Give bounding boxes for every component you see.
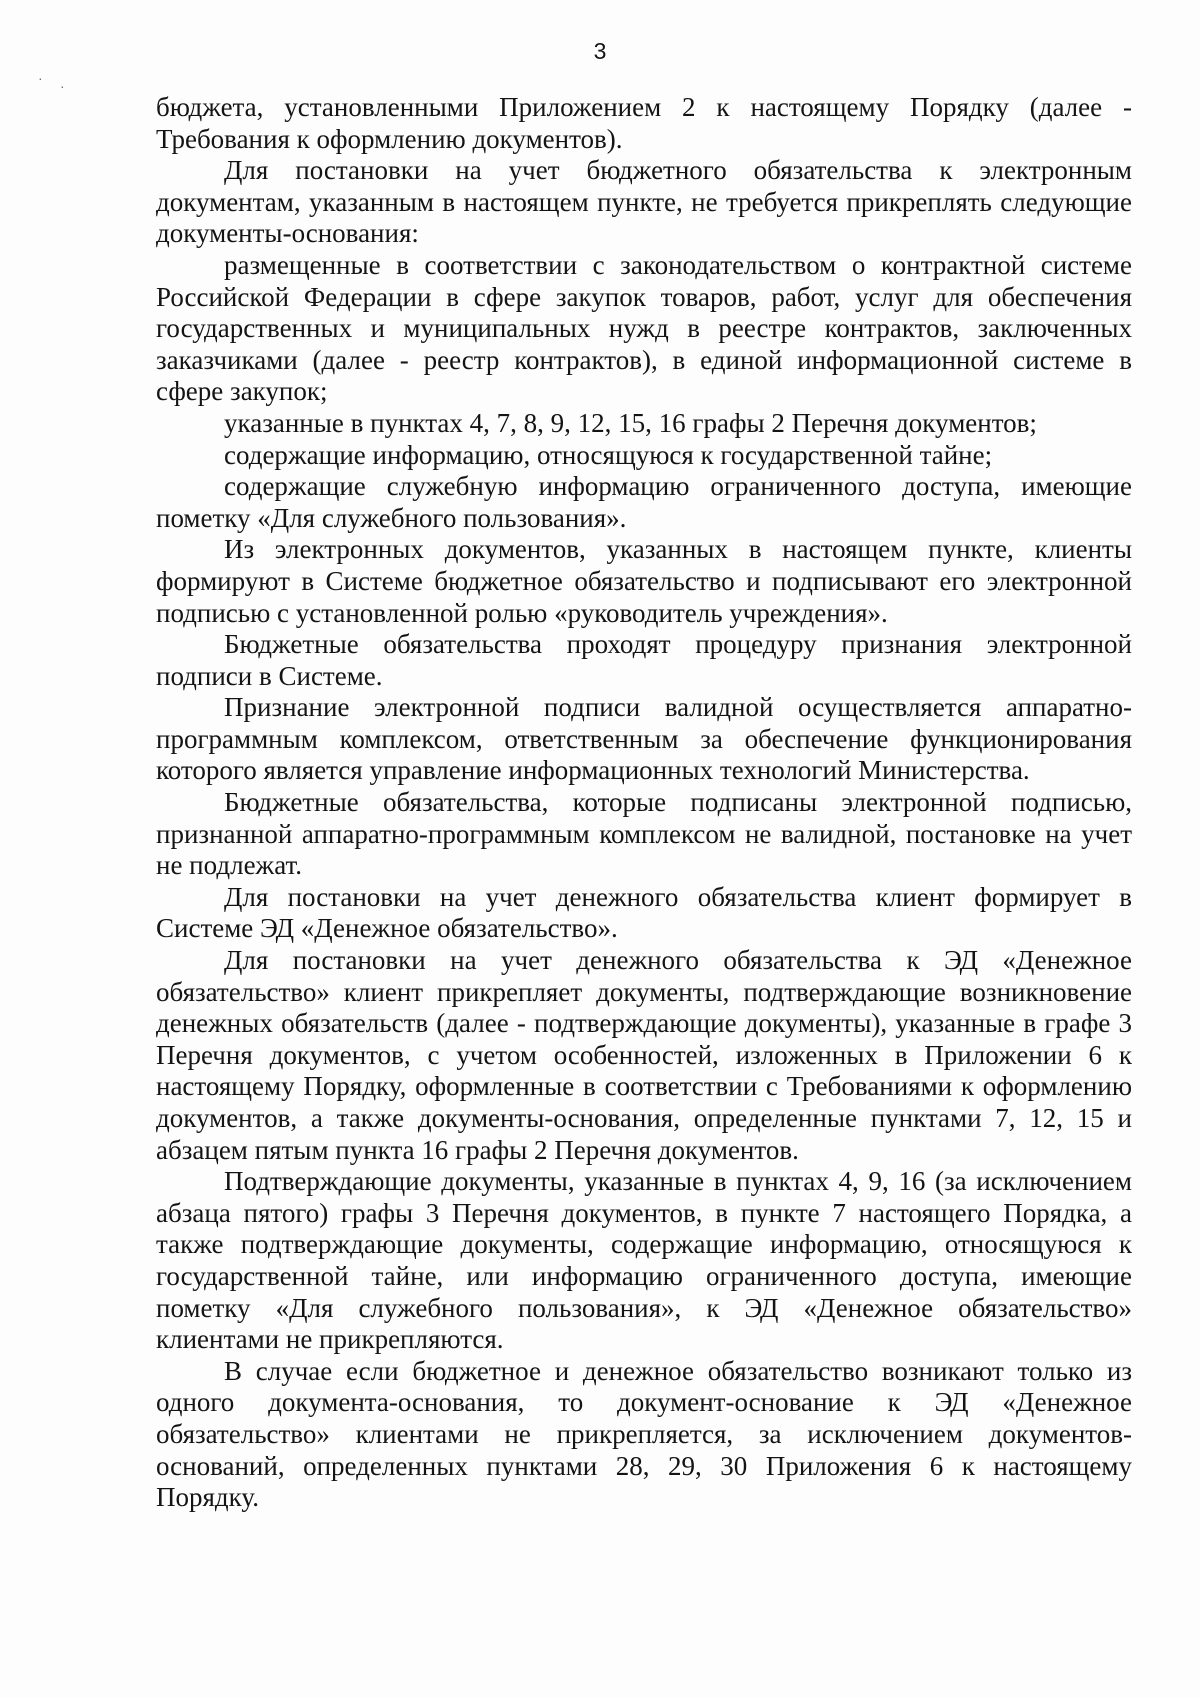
paragraph: Подтверждающие документы, указанные в пунктах 4, 9, 16 (за исключением абзаца пятого) графы 3 Перечня документов, в пункте 7 настоящего Порядка, а также подтверждающие документы, содержащие информацию, относящуюся к государственной тайне, или информацию ограниченного доступа, имеющие пометку «Для служебного пользования», к ЭД «Денежное обязательство» клиентами не прикрепляются. (156, 1166, 1132, 1355)
paragraph: указанные в пунктах 4, 7, 8, 9, 12, 15, 16 графы 2 Перечня документов; (224, 407, 1037, 438)
paragraph: Для постановки на учет бюджетного обязательства к электронным документам, указанным в настоящем пункте, не требуется прикреплять следующие документы-основания: (156, 155, 1132, 249)
paragraph: содержащие служебную информацию ограниченного доступа, имеющие пометку «Для служебного пользования». (156, 471, 1132, 533)
paragraph: Бюджетные обязательства проходят процедуру признания электронной подписи в Системе. (156, 629, 1132, 691)
scan-artifact: · (38, 70, 43, 86)
paragraph: В случае если бюджетное и денежное обязательство возникают только из одного документа-основания, то документ-основание к ЭД «Денежное обязательство» клиентами не прикрепляется, за исключением документов-оснований, определенных пунктами 28, 29, 30 Приложения 6 к настоящему Порядку. (156, 1355, 1132, 1513)
paragraph: Из электронных документов, указанных в настоящем пункте, клиенты формируют в Системе бюджетное обязательство и подписывают его электронной подписью с установленной ролью «руководитель учреждения». (156, 534, 1132, 628)
paragraph: Для постановки на учет денежного обязательства к ЭД «Денежное обязательство» клиент прикрепляет документы, подтверждающие возникновение денежных обязательств (далее - подтверждающие документы), указанные в графе 3 Перечня документов, с учетом особенностей, изложенных в Приложении 6 к настоящему Порядку, оформленные в соответствии с Требованиями к оформлению документов, а также документы-основания, определенные пунктами 7, 12, 15 и абзацем пятым пункта 16 графы 2 Перечня документов. (156, 945, 1132, 1165)
paragraph: Бюджетные обязательства, которые подписаны электронной подписью, признанной аппаратно-программным комплексом не валидной, постановке на учет не подлежат. (156, 787, 1132, 881)
paragraph: бюджета, установленными Приложением 2 к настоящему Порядку (далее - Требования к оформлению документов). (156, 92, 1132, 154)
paragraph: содержащие информацию, относящуюся к государственной тайне; (224, 439, 993, 470)
document-body (156, 92, 1132, 1514)
paragraph: размещенные в соответствии с законодательством о контрактной системе Российской Федерации в сфере закупок товаров, работ, услуг для обеспечения государственных и муниципальных нужд в реестре контрактов, заключенных заказчиками (далее - реестр контрактов), в единой информационной системе в сфере закупок; (156, 249, 1132, 407)
page-number: 3 (593, 38, 607, 64)
paragraph: Признание электронной подписи валидной осуществляется аппаратно-программным комплексом, ответственным за обеспечение функционирования которого является управление информационных технологий Министерства. (156, 692, 1132, 786)
scan-artifact: · (60, 78, 65, 94)
paragraph: Для постановки на учет денежного обязательства клиент формирует в Системе ЭД «Денежное обязательство». (156, 881, 1132, 944)
